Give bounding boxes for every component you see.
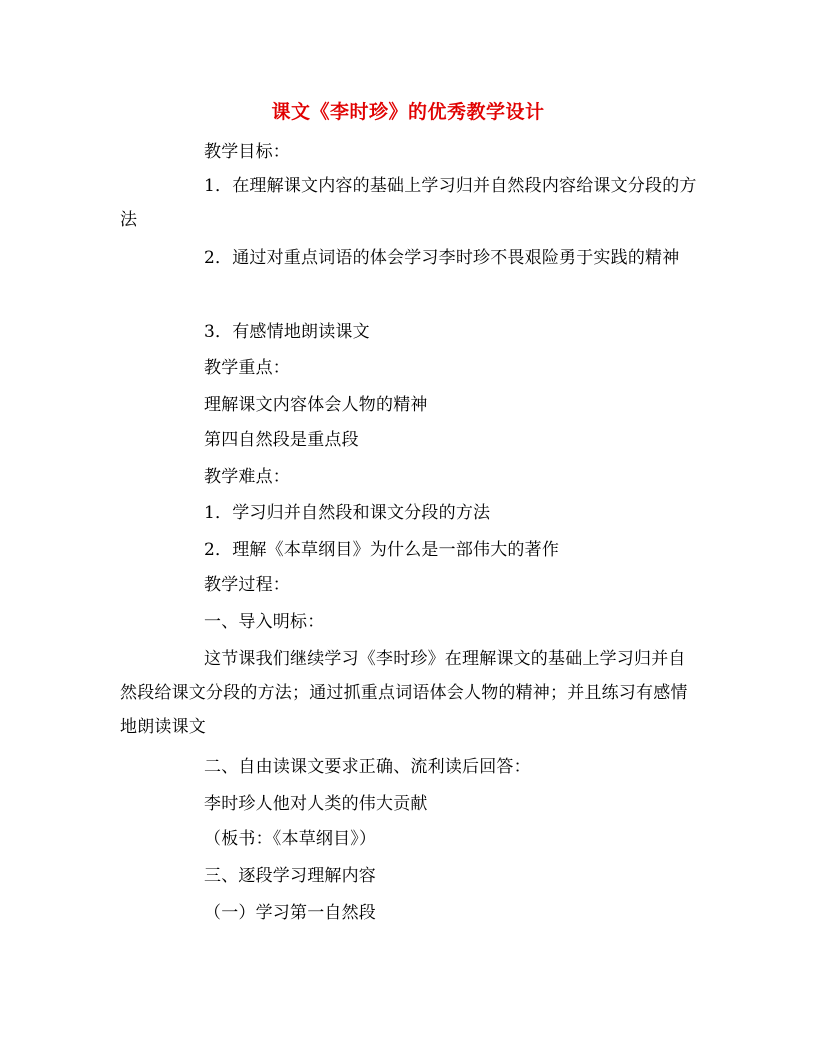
paragraph-blackboard-note: （板书：《本草纲目》） [204, 829, 377, 849]
paragraph-objective-2: 2．通过对重点词语的体会学习李时珍不畏艰险勇于实践的精神 [204, 248, 680, 268]
paragraph-step-1-heading: 一、导入明标： [204, 612, 325, 632]
paragraph-key-point-1: 理解课文内容体会人物的精神 [204, 395, 428, 415]
paragraph-key-point-2: 第四自然段是重点段 [204, 430, 359, 450]
paragraph-objective-3: 3．有感情地朗读课文 [204, 322, 370, 342]
paragraph-process-heading: 教学过程： [204, 575, 290, 595]
paragraph-step-1-body: 这节课我们继续学习《李时珍》在理解课文的基础上学习归并自然段给课文分段的方法；通过抓重点词语体会人物的精神；并且练习有感情地朗读课文 [120, 649, 688, 737]
paragraph-difficulty-1: 1．学习归并自然段和课文分段的方法 [204, 503, 491, 523]
paragraph-step-2-body: 李时珍人他对人类的伟大贡献 [204, 794, 428, 814]
paragraph-difficulties-heading: 教学难点： [204, 467, 290, 487]
paragraph-step-3-heading: 三、逐段学习理解内容 [204, 866, 376, 886]
document-title: 课文《李时珍》的优秀教学设计 [271, 101, 545, 123]
paragraph-objective-1: 1．在理解课文内容的基础上学习归并自然段内容给课文分段的方法 [120, 176, 697, 230]
paragraph-step-3-sub-1: （一）学习第一自然段 [204, 903, 376, 923]
paragraph-step-2-heading: 二、自由读课文要求正确、流利读后回答： [204, 757, 531, 777]
paragraph-difficulty-2: 2．理解《本草纲目》为什么是一部伟大的著作 [204, 540, 560, 560]
paragraph-key-points-heading: 教学重点： [204, 358, 290, 378]
paragraph-objectives-heading: 教学目标： [204, 142, 290, 162]
